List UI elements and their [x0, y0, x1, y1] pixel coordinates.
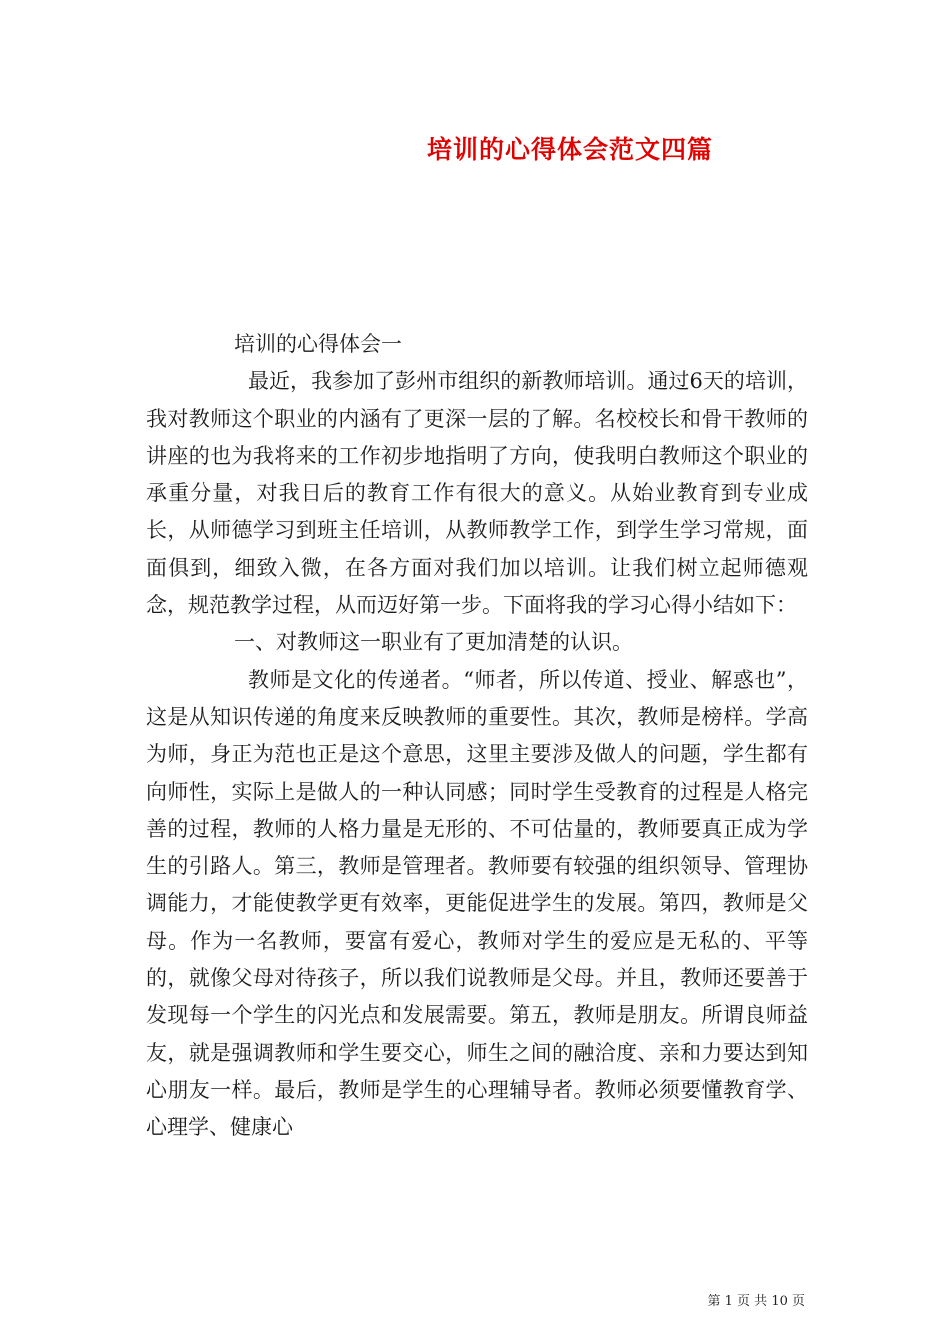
intro-paragraph: 最近，我参加了彭州市组织的新教师培训。通过6天的培训，我对教师这个职业的内涵有了更深一层的了解。名校校长和骨干教师的讲座的也为我将来的工作初步地指明了方向，使我明白教师这个职业的承重分量，对我日后的教育工作有很大的意义。从始业教育到专业成长，从师德学习到班主任培训，从教师教学工作，到学生学习常规，面面俱到，细致入微，在各方面对我们加以培训。让我们树立起师德观念，规范教学过程，从而迈好第一步。下面将我的学习心得小结如下： — [146, 369, 808, 618]
body-paragraph: 教师是文化的传递者。“师者，所以传道、授业、解惑也”，这是从知识传递的角度来反映教师的重要性。其次，教师是榜样。学高为师，身正为范也正是这个意思，这里主要涉及做人的问题，学生都有向师性，实际上是做人的一种认同感；同时学生受教育的过程是人格完善的过程，教师的人格力量是无形的、不可估量的，教师要真正成为学生的引路人。第三，教师是管理者。教师要有较强的组织领导、管理协调能力，才能使教学更有效率，更能促进学生的发展。第四，教师是父母。作为一名教师，要富有爱心，教师对学生的爱应是无私的、平等的，就像父母对待孩子，所以我们说教师是父母。并且，教师还要善于发现每一个学生的闪光点和发展需要。第五，教师是朋友。所谓良师益友，就是强调教师和学生要交心，师生之间的融洽度、亲和力要达到知心朋友一样。最后，教师是学生的心理辅导者。教师必须要懂教育学、心理学、健康心 — [146, 667, 808, 1140]
page-footer: 第 1 页 共 10 页 — [707, 1294, 805, 1309]
section-title: 培训的心得体会一 — [234, 332, 402, 356]
subheading: 一、对教师这一职业有了更加清楚的认识。 — [234, 630, 633, 655]
document-title: 培训的心得体会范文四篇 — [426, 135, 713, 164]
document-body — [146, 326, 808, 1147]
